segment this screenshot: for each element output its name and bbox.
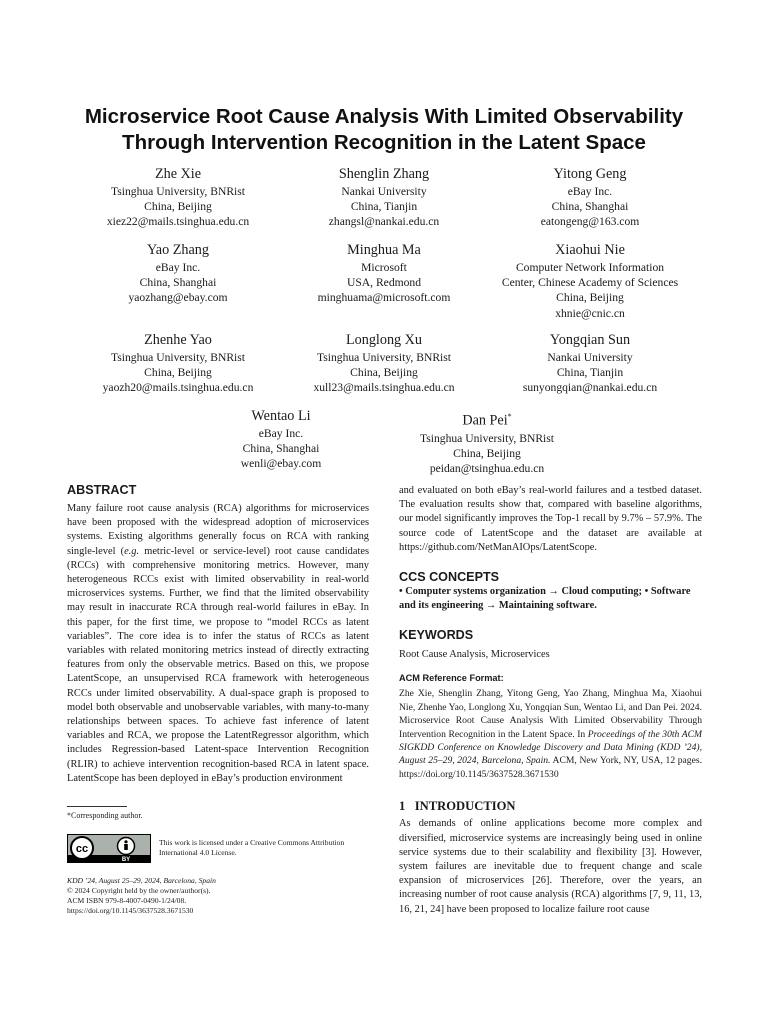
author-name: Yongqian Sun (549, 332, 631, 348)
author-affiliation: Tsinghua University, BNRist (316, 351, 452, 364)
license-block (67, 834, 377, 864)
paper-title-line2: Through Intervention Recognition in the Latent Space (122, 131, 646, 154)
license-text: This work is licensed under a Creative Commons Attribution International 4.0 License. (159, 838, 345, 857)
copyright-line: © 2024 Copyright held by the owner/author(s). (67, 886, 211, 895)
author-name: Yitong Geng (553, 166, 627, 182)
author-block (63, 332, 293, 396)
footnote: *Corresponding author. (67, 811, 143, 820)
corresponding-author-mark: * (507, 412, 512, 421)
author-name-with-mark (372, 408, 602, 430)
author-email[interactable]: eatongeng@163.com (540, 215, 640, 229)
author-name: Zhenhe Yao (144, 332, 212, 348)
abstract-section (67, 482, 369, 786)
author-name: Longlong Xu (345, 332, 423, 348)
author-block (475, 166, 705, 230)
abstract-continuation: and evaluated on both eBay’s real-world failures and a testbed dataset. The evaluation results show that, compared with baseline algorithms, our model significantly improves the Top-1 recall by 9.7% – 57.9%. The source code of LatentScope and the dataset are available at https://github.com/NetManAIOps/LatentScope. (399, 485, 702, 553)
footnote-rule (67, 806, 127, 807)
author-email[interactable]: wenli@ebay.com (240, 457, 322, 471)
author-affiliation: eBay Inc. (155, 261, 201, 274)
acm-reference-tail: ACM, New York, NY, USA, 12 pages. https://doi.org/10.1145/3637528.3671530 (399, 755, 702, 780)
author-block (63, 166, 293, 230)
keywords-heading: KEYWORDS (399, 628, 474, 643)
author-email[interactable]: peidan@tsinghua.edu.cn (429, 462, 545, 476)
author-block (269, 242, 499, 306)
author-block (475, 332, 705, 396)
author-block (63, 242, 293, 306)
author-email[interactable]: zhangsl@nankai.edu.cn (328, 215, 440, 229)
author-location: China, Beijing (144, 200, 212, 214)
author-location: USA, Redmond (346, 276, 422, 290)
author-email[interactable]: xull23@mails.tsinghua.edu.cn (313, 381, 455, 395)
author-location: China, Tianjin (350, 200, 418, 214)
author-location: China, Shanghai (139, 276, 217, 290)
abstract-heading: ABSTRACT (67, 483, 137, 497)
author-name: Yao Zhang (146, 242, 209, 258)
author-location: China, Tianjin (556, 366, 624, 380)
author-block (269, 332, 499, 396)
section-number: 1 (399, 799, 406, 814)
author-name: Wentao Li (251, 408, 311, 424)
author-affiliation: eBay Inc. (258, 427, 304, 440)
author-name: Shenglin Zhang (338, 166, 430, 182)
ccs-heading: CCS CONCEPTS (399, 570, 500, 585)
abstract-italic: e.g. (124, 545, 140, 557)
author-name: Zhe Xie (154, 166, 202, 182)
author-affiliation: Nankai University (547, 351, 633, 364)
author-affiliation: Microsoft (361, 261, 407, 274)
author-affiliation: Nankai University (341, 185, 427, 198)
author-affiliation: Tsinghua University, BNRist (110, 185, 246, 198)
author-email[interactable]: yaozhang@ebay.com (128, 291, 228, 305)
author-name: Dan Pei (462, 412, 508, 429)
author-email[interactable]: minghuama@microsoft.com (317, 291, 451, 305)
author-affiliation: Computer Network Information (515, 261, 665, 274)
author-email[interactable]: xhnie@cnic.cn (555, 306, 625, 320)
doi-line[interactable]: https://doi.org/10.1145/3637528.3671530 (67, 906, 194, 915)
author-block (475, 242, 705, 321)
acm-reference-proceedings: Proceedings of the 30th ACM SIGKDD Conference on Knowledge Discovery and Data Mining (KDD ’24), August 25–29, 2024, Barcelona, Spain. (399, 728, 702, 767)
isbn-line: ACM ISBN 979-8-4007-0490-1/24/08. (67, 896, 187, 905)
author-location: China, Shanghai (242, 442, 320, 456)
abstract-part: metric-level or service-level) root cause candidates (RCCs) with comprehensive monitoring metrics. However, many heterogeneous RCCs exist with limited observability in real-world microservices systems. Further, we find that the limited observability may result in inaccurate RCA through real-world failures in eBay. In this paper, for the first time, we propose to “model RCCs as latent variables”. The core idea is to infer the status of RCCs as latent variables with related monitoring metrics instead of directly extracting features from only the observable metrics. Based on this, we propose LatentScope, an unsupervised RCA framework with heterogeneous RCCs under limited observability. A dual-space graph is proposed to model both observable and unobservable variables, with many-to-many relationships between spaces. To achieve fast inference of latent variables and RCA, we propose the LatentRegressor algorithm, which includes Regression-based Latent-space Intervention Recognition (RLIR) to achieve intervention recognition-based RCA in latent space. LatentScope has been deployed in eBay’s production environment (67, 545, 369, 784)
paper-title-line1: Microservice Root Cause Analysis With Limited Observability (84, 105, 684, 128)
conference-line: KDD ’24, August 25–29, 2024, Barcelona, Spain (67, 876, 216, 885)
cc-by-icon (68, 835, 150, 862)
author-email[interactable]: sunyongqian@nankai.edu.cn (522, 381, 658, 395)
publication-info (67, 876, 377, 916)
cc-logo-text: cc (75, 843, 89, 855)
abstract-text (67, 502, 369, 786)
paper-title (40, 104, 728, 156)
author-location: China, Beijing (453, 446, 521, 460)
ccs-concepts: • Computer systems organization → Cloud computing; • Software and its engineering → Maintaining software. (399, 586, 691, 612)
author-email[interactable]: yaozh20@mails.tsinghua.edu.cn (102, 381, 254, 395)
author-email[interactable]: xiez22@mails.tsinghua.edu.cn (106, 215, 250, 229)
keywords: Root Cause Analysis, Microservices (399, 649, 550, 661)
author-affiliation: Center, Chinese Academy of Sciences (501, 276, 679, 290)
author-affiliation: Tsinghua University, BNRist (110, 351, 246, 364)
right-column (399, 484, 702, 917)
introduction-heading (399, 799, 702, 813)
introduction-text: As demands of online applications become more complex and diversified, microservice systems are increasingly being used in online service systems due to their scalability and flexibility [3]. However, system failures are inevitable due to frequent change and scale expansion of microservices [26]. Therefore, over the years, an increasing number of root cause analysis (RCA) algorithms [7, 9, 11, 13, 16, 21, 24] have been proposed to localize failure root cause (399, 818, 702, 915)
acm-reference-heading: ACM Reference Format: (399, 673, 504, 684)
acm-reference-plain: Zhe Xie, Shenglin Zhang, Yitong Geng, Yao Zhang, Minghua Ma, Xiaohui Nie, Zhenhe Yao, Longlong Xu, Yongqian Sun, Wentao Li, and Dan Pei. 2024. Microservice Root Cause Analysis With Limited Observability Through Intervention Recognition in the Latent Space. In (399, 688, 702, 740)
author-affiliation: eBay Inc. (567, 185, 613, 198)
author-block (269, 166, 499, 230)
author-block (372, 408, 602, 476)
author-location: China, Beijing (350, 366, 418, 380)
author-name: Minghua Ma (347, 242, 421, 258)
cc-by-text: BY (121, 857, 131, 862)
cc-by-logo[interactable] (67, 834, 151, 863)
author-name: Xiaohui Nie (555, 242, 625, 258)
author-location: China, Beijing (144, 366, 212, 380)
author-block (166, 408, 396, 472)
abstract-part: Many failure root cause analysis (RCA) algorithms for microservices have been proposed with the widespread adoption of microservices systems. Existing algorithms generally focus on RCA with ranking single-level ( (67, 503, 369, 557)
author-affiliation: Tsinghua University, BNRist (419, 431, 555, 445)
section-title: INTRODUCTION (414, 799, 516, 814)
acm-reference-text (399, 687, 702, 781)
author-location: China, Shanghai (551, 200, 629, 214)
author-location: China, Beijing (556, 291, 624, 305)
